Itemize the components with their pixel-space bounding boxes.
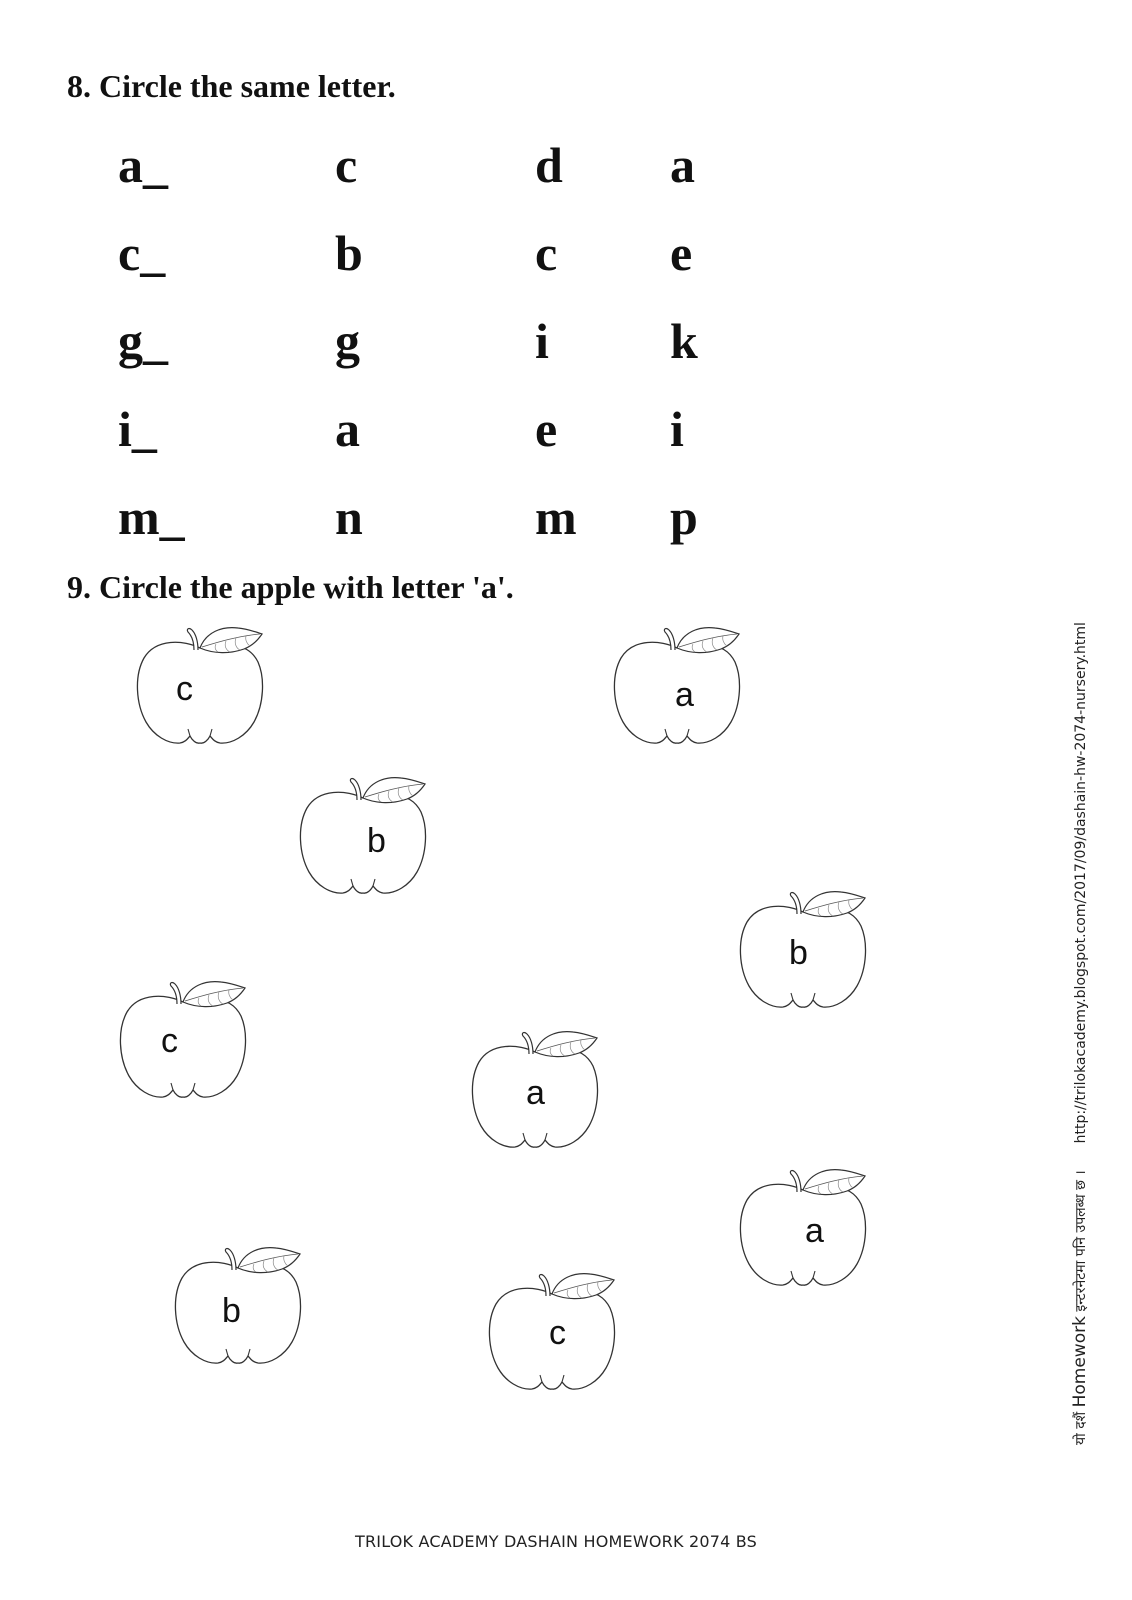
apple-item[interactable] bbox=[117, 974, 249, 1104]
apple-letter: a bbox=[675, 676, 694, 714]
choice-letter[interactable]: g bbox=[335, 313, 360, 369]
side-note-suffix: इन्टरनेटमा पनि उपलब्ध छ । bbox=[1073, 1170, 1089, 1312]
choice-letter[interactable]: n bbox=[335, 489, 363, 545]
side-note bbox=[1070, 622, 1090, 1445]
choice-letter[interactable]: a bbox=[670, 137, 695, 193]
apple-item[interactable] bbox=[737, 1162, 869, 1292]
side-note-prefix: यो दशैं bbox=[1073, 1411, 1089, 1445]
choice-letter[interactable]: k bbox=[670, 313, 698, 369]
apple-icon bbox=[134, 620, 266, 750]
apple-letter: c bbox=[176, 670, 193, 708]
section-8-title: 8. Circle the same letter. bbox=[67, 68, 396, 104]
choice-letter[interactable]: e bbox=[535, 401, 558, 457]
apple-item[interactable] bbox=[469, 1024, 601, 1154]
apple-letter: c bbox=[549, 1314, 566, 1352]
side-note-homework: Homework bbox=[1070, 1316, 1090, 1408]
apple-item[interactable] bbox=[737, 884, 869, 1014]
footer: TRILOK ACADEMY DASHAIN HOMEWORK 2074 BS bbox=[355, 1532, 757, 1551]
apple-letter: b bbox=[222, 1292, 241, 1330]
apple-item[interactable] bbox=[486, 1266, 618, 1396]
target-letter: g_ bbox=[118, 313, 168, 369]
target-letter: i_ bbox=[118, 401, 157, 457]
target-letter: a_ bbox=[118, 137, 168, 193]
side-note-url[interactable]: http://trilokacademy.blogspot.com/2017/09/dashain-hw-2074-nursery.html bbox=[1073, 622, 1089, 1144]
apple-letter: b bbox=[367, 822, 386, 860]
choice-letter[interactable]: i bbox=[535, 313, 549, 369]
apple-letter: a bbox=[526, 1074, 545, 1112]
target-letter: m_ bbox=[118, 489, 185, 545]
choice-letter[interactable]: d bbox=[535, 137, 563, 193]
apple-icon bbox=[117, 974, 249, 1104]
choice-letter[interactable]: p bbox=[670, 489, 698, 545]
apple-icon bbox=[737, 1162, 869, 1292]
choice-letter[interactable]: c bbox=[335, 137, 358, 193]
apple-icon bbox=[297, 770, 429, 900]
choice-letter[interactable]: e bbox=[670, 225, 693, 281]
apple-item[interactable] bbox=[172, 1240, 304, 1370]
choice-letter[interactable]: i bbox=[670, 401, 684, 457]
apple-letter: c bbox=[161, 1022, 178, 1060]
target-letter: c_ bbox=[118, 225, 166, 281]
apple-item[interactable] bbox=[297, 770, 429, 900]
apple-item[interactable] bbox=[134, 620, 266, 750]
apple-letter: a bbox=[805, 1212, 824, 1250]
choice-letter[interactable]: m bbox=[535, 489, 577, 545]
choice-letter[interactable]: c bbox=[535, 225, 558, 281]
choice-letter[interactable]: a bbox=[335, 401, 360, 457]
choice-letter[interactable]: b bbox=[335, 225, 363, 281]
section-9-title: 9. Circle the apple with letter 'a'. bbox=[67, 569, 514, 605]
apple-letter: b bbox=[789, 934, 808, 972]
apple-item[interactable] bbox=[611, 620, 743, 750]
